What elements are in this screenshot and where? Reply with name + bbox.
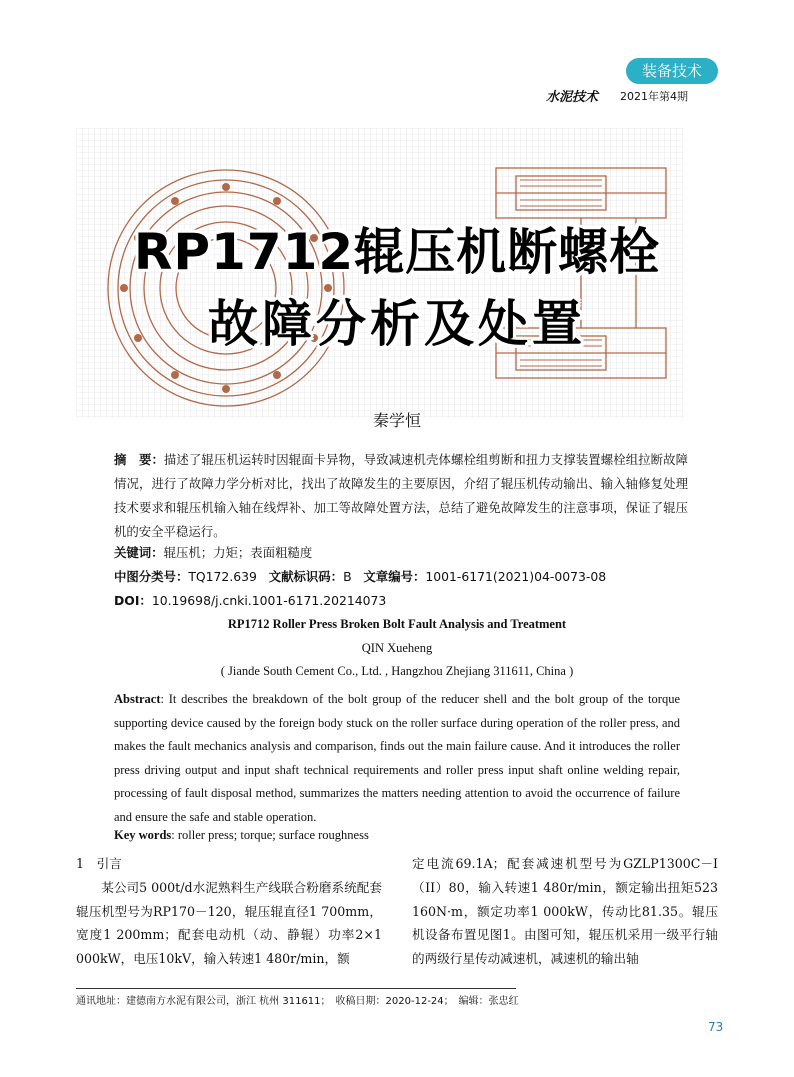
journal-name: 水泥技术 (546, 90, 599, 105)
article-title-line2: 故障分析及处置 (208, 295, 586, 353)
footnote-divider (76, 988, 516, 989)
section-badge: 装备技术 (626, 58, 718, 84)
english-affiliation: ( Jiande South Cement Co., Ltd. , Hangzhou Zhejiang 311611, China ) (220, 664, 574, 678)
keywords-cn-label: 关键词： (114, 545, 164, 560)
keywords-en-label: Key words (114, 828, 172, 842)
doi-label: DOI： (114, 593, 152, 608)
page-number: 73 (708, 1020, 724, 1034)
abstract-en (114, 688, 680, 830)
abstract-cn-text: 描述了辊压机运转时因辊面卡异物，导致减速机壳体螺栓组剪断和扭力支撑装置螺栓组拉断故障情况，进行了故障力学分析对比，找出了故障发生的主要原因，介绍了辊压机传动输出、输入轴修复处理技术要求和辊压机输入轴在线焊补、加工等故障处置方法，总结了避免故障发生的注意事项，保证了辊压机的安全平稳运行。 (114, 452, 689, 539)
body-column-right (412, 852, 718, 971)
keywords-en (114, 828, 369, 843)
doc-code-value: B (343, 569, 352, 584)
keywords-cn (114, 543, 312, 561)
body-column-left (76, 852, 382, 971)
issue-number: 2021年第4期 (620, 90, 688, 103)
english-author: QIN Xueheng (361, 641, 433, 655)
english-title: RP1712 Roller Press Broken Bolt Fault Analysis and Treatment (227, 617, 567, 631)
abstract-cn (114, 448, 688, 544)
body-paragraph-left: 某公司5 000t/d水泥熟料生产线联合粉磨系统配套辊压机型号为RP170－120，辊压辊直径1 700mm，宽度1 200mm；配套电动机（动、静辊）功率2×1 000kW，电压10kV，输入转速1 480r/min，额 (76, 879, 382, 967)
abstract-cn-label: 摘 要： (114, 452, 164, 467)
article-no-label: 文章编号： (363, 569, 426, 584)
article-title-line1: RP1712辊压机断螺栓 (133, 223, 661, 281)
keywords-cn-text: 辊压机；力矩；表面粗糙度 (163, 545, 313, 560)
keywords-en-text: : roller press; torque; surface roughness (171, 828, 369, 842)
abstract-en-label: Abstract (114, 692, 161, 706)
doi-line (114, 591, 386, 609)
body-paragraph-right: 定电流69.1A；配套减速机型号为GZLP1300C－I（II）80，输入转速1 480r/min，额定输出扭矩523 160N·m，额定功率1 000kW，传动比81.35。辊压机设备布置见图1。由图可知，辊压机采用一级平行轴的两级行星传动减速机，减速机的输出轴 (412, 856, 718, 967)
article-no-value: 1001-6171(2021)04-0073-08 (425, 569, 607, 584)
abstract-en-text: : It describes the breakdown of the bolt group of the reducer shell and the bolt group of the torque supporting device caused by the foreign body stuck on the roller surface during operation of the roller press, and makes the fault mechanics analysis and comparison, finds out the main failure cause. And it introduces the roller press driving output and input shaft technical requirements and roller press input shaft online welding repair, processing of fault disposal method, summarizes the matters needing attention to avoid the occurrence of failure and ensure the safe and stable operation. (114, 692, 680, 824)
classification-line (114, 567, 606, 585)
doc-code-label: 文献标识码： (268, 569, 344, 584)
section-heading: 1 引言 (76, 856, 122, 871)
doi-value[interactable]: 10.19698/j.cnki.1001-6171.20214073 (151, 593, 387, 608)
clc-value: TQ172.639 (188, 569, 257, 584)
author-name-cn: 秦学恒 (372, 411, 421, 430)
footnote: 通讯地址：建德南方水泥有限公司，浙江 杭州 311611； 收稿日期：2020-12-24； 编辑：张忠红 (76, 996, 519, 1007)
clc-label: 中图分类号： (114, 569, 189, 584)
